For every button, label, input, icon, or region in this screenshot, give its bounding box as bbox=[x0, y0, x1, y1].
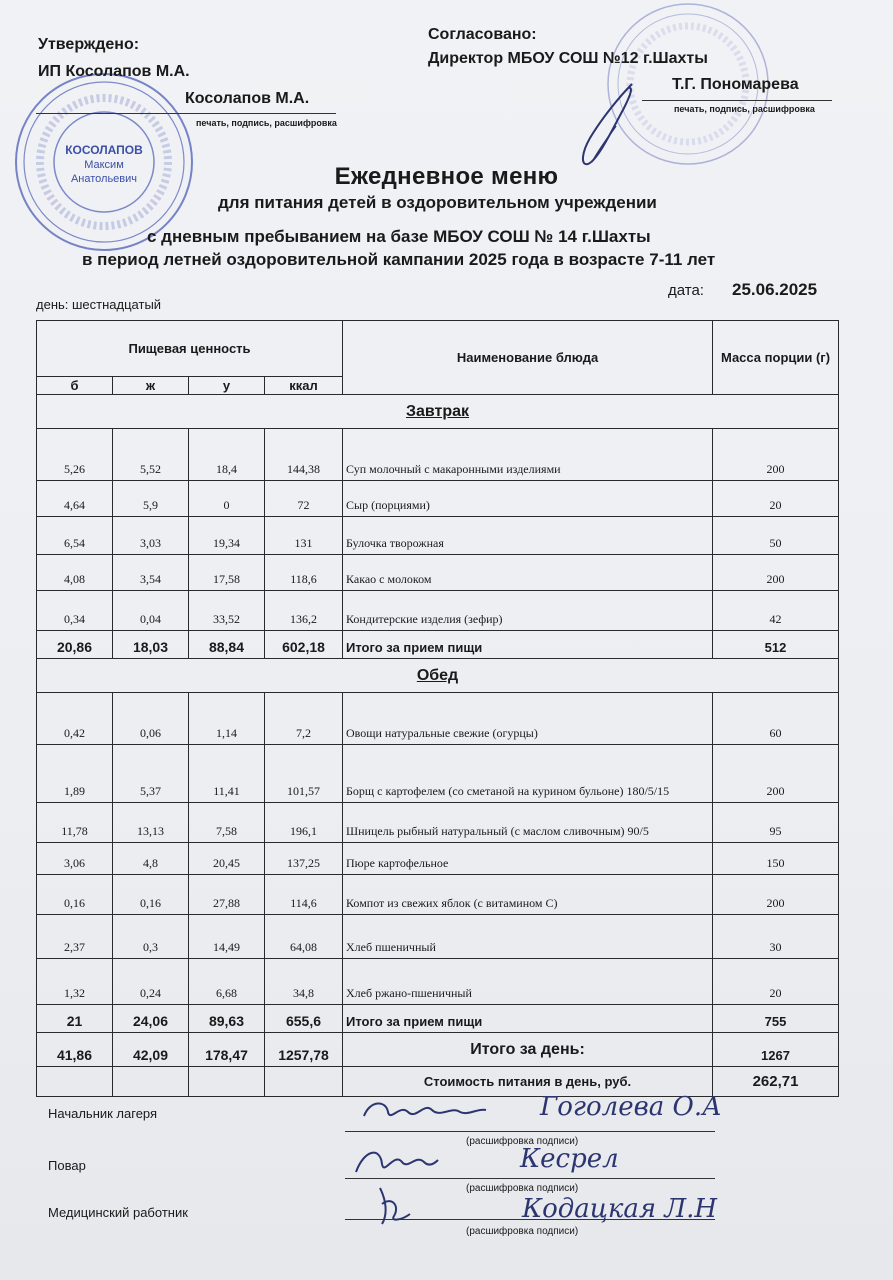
cell-zh: 24,06 bbox=[113, 1005, 189, 1033]
cell-zh: 0,06 bbox=[113, 693, 189, 745]
table-row bbox=[37, 875, 839, 915]
approved-signature-line bbox=[36, 113, 336, 114]
agreed-label: Согласовано: bbox=[428, 26, 537, 43]
cell-u: 11,41 bbox=[189, 745, 265, 803]
cell-empty bbox=[189, 1067, 265, 1097]
signature-scribble-camp-head bbox=[360, 1094, 490, 1134]
cell-dish: Кондитерские изделия (зефир) bbox=[343, 591, 713, 631]
cell-kcal: 72 bbox=[265, 481, 343, 517]
cell-zh: 0,04 bbox=[113, 591, 189, 631]
table-row bbox=[37, 429, 839, 481]
header-col-zh: ж bbox=[113, 377, 189, 395]
cell-u: 0 bbox=[189, 481, 265, 517]
agreed-name: Т.Г. Пономарева bbox=[672, 76, 799, 93]
cell-b: 2,37 bbox=[37, 915, 113, 959]
cell-kcal: 137,25 bbox=[265, 843, 343, 875]
cell-zh: 4,8 bbox=[113, 843, 189, 875]
cell-zh: 3,54 bbox=[113, 555, 189, 591]
table-row bbox=[37, 803, 839, 843]
signature-line bbox=[345, 1131, 715, 1132]
subtitle-line-3: в период летней оздоровительной кампании 2025 года в возрасте 7-11 лет bbox=[82, 250, 716, 269]
cell-u: 19,34 bbox=[189, 517, 265, 555]
cell-kcal: 602,18 bbox=[265, 631, 343, 659]
total-row-breakfast bbox=[37, 631, 839, 659]
cell-kcal: 136,2 bbox=[265, 591, 343, 631]
cell-zh: 42,09 bbox=[113, 1033, 189, 1067]
page-title: Ежедневное меню bbox=[334, 163, 559, 190]
cell-b: 1,32 bbox=[37, 959, 113, 1005]
menu-table bbox=[36, 320, 839, 1097]
signature-text-cook: Кесрел bbox=[520, 1144, 619, 1174]
cell-u: 7,58 bbox=[189, 803, 265, 843]
cell-kcal: 64,08 bbox=[265, 915, 343, 959]
cell-zh: 5,37 bbox=[113, 745, 189, 803]
cell-mass: 50 bbox=[713, 517, 839, 555]
cell-dish: Овощи натуральные свежие (огурцы) bbox=[343, 693, 713, 745]
cell-mass: 30 bbox=[713, 915, 839, 959]
approved-caption: печать, подпись, расшифровка bbox=[196, 118, 337, 128]
cell-zh: 0,24 bbox=[113, 959, 189, 1005]
date-value: 25.06.2025 bbox=[732, 280, 818, 299]
header-col-u: у bbox=[189, 377, 265, 395]
cell-mass: 95 bbox=[713, 803, 839, 843]
table-row bbox=[37, 915, 839, 959]
cell-u: 6,68 bbox=[189, 959, 265, 1005]
signature-text-camp-head: Гоголева О.А bbox=[540, 1092, 722, 1122]
signature-mark bbox=[350, 1142, 440, 1182]
cell-zh: 13,13 bbox=[113, 803, 189, 843]
header-nutrition: Пищевая ценность bbox=[37, 321, 343, 377]
signature-scribble-medic bbox=[370, 1184, 420, 1233]
cell-kcal: 101,57 bbox=[265, 745, 343, 803]
cell-zh: 0,3 bbox=[113, 915, 189, 959]
cell-b: 4,08 bbox=[37, 555, 113, 591]
cell-dish: Хлеб ржано-пшеничный bbox=[343, 959, 713, 1005]
cell-kcal: 131 bbox=[265, 517, 343, 555]
cell-mass: 755 bbox=[713, 1005, 839, 1033]
cell-b: 20,86 bbox=[37, 631, 113, 659]
approved-name: Косолапов М.А. bbox=[185, 90, 310, 107]
subtitle-line-2: с дневным пребыванием на базе МБОУ СОШ № 14 г.Шахты bbox=[147, 227, 651, 246]
stamp-name-line-2: Максим bbox=[84, 159, 124, 171]
total-label: Итого за прием пищи bbox=[343, 1005, 713, 1033]
agreed-caption: печать, подпись, расшифровка bbox=[674, 104, 815, 114]
cell-b: 0,16 bbox=[37, 875, 113, 915]
cell-mass: 200 bbox=[713, 745, 839, 803]
cell-u: 20,45 bbox=[189, 843, 265, 875]
header-mass: Масса порции (г) bbox=[713, 321, 839, 395]
cell-u: 1,14 bbox=[189, 693, 265, 745]
signature-line bbox=[345, 1219, 715, 1220]
table-row bbox=[37, 959, 839, 1005]
table-row bbox=[37, 745, 839, 803]
cell-u: 27,88 bbox=[189, 875, 265, 915]
signature-role-camp-head: Начальник лагеря bbox=[48, 1106, 158, 1121]
cell-b: 6,54 bbox=[37, 517, 113, 555]
day-label: день: шестнадцатый bbox=[36, 297, 162, 312]
signature-mark bbox=[360, 1094, 490, 1128]
cell-b: 5,26 bbox=[37, 429, 113, 481]
cell-dish: Какао с молоком bbox=[343, 555, 713, 591]
cell-mass: 200 bbox=[713, 429, 839, 481]
header-col-kcal: ккал bbox=[265, 377, 343, 395]
cell-b: 21 bbox=[37, 1005, 113, 1033]
cell-dish: Компот из свежих яблок (с витамином С) bbox=[343, 875, 713, 915]
agreed-signature-line bbox=[642, 100, 832, 101]
cell-mass: 20 bbox=[713, 959, 839, 1005]
agreed-position: Директор МБОУ СОШ №12 г.Шахты bbox=[428, 50, 708, 67]
cell-b: 3,06 bbox=[37, 843, 113, 875]
cell-kcal: 34,8 bbox=[265, 959, 343, 1005]
table-row bbox=[37, 693, 839, 745]
cell-b: 0,42 bbox=[37, 693, 113, 745]
cell-dish: Шницель рыбный натуральный (с маслом сливочным) 90/5 bbox=[343, 803, 713, 843]
cell-mass: 42 bbox=[713, 591, 839, 631]
table-row bbox=[37, 555, 839, 591]
cell-b: 11,78 bbox=[37, 803, 113, 843]
cell-kcal: 118,6 bbox=[265, 555, 343, 591]
cost-value: 262,71 bbox=[713, 1067, 839, 1097]
approved-org: ИП Косолапов М.А. bbox=[38, 63, 190, 80]
cell-mass: 200 bbox=[713, 875, 839, 915]
subtitle-line-1: для питания детей в оздоровительном учреждении bbox=[218, 193, 657, 212]
cell-u: 17,58 bbox=[189, 555, 265, 591]
cell-dish: Сыр (порциями) bbox=[343, 481, 713, 517]
signature-line bbox=[345, 1178, 715, 1179]
cost-label: Стоимость питания в день, руб. bbox=[343, 1067, 713, 1097]
signature-caption: (расшифровка подписи) bbox=[466, 1136, 579, 1147]
cell-b: 41,86 bbox=[37, 1033, 113, 1067]
cell-dish: Хлеб пшеничный bbox=[343, 915, 713, 959]
cell-kcal: 114,6 bbox=[265, 875, 343, 915]
day-total-row bbox=[37, 1033, 839, 1067]
date-label: дата: bbox=[668, 282, 704, 299]
cell-zh: 5,52 bbox=[113, 429, 189, 481]
signature-caption: (расшифровка подписи) bbox=[466, 1226, 579, 1237]
day-total-label: Итого за день: bbox=[343, 1033, 713, 1067]
table-row bbox=[37, 517, 839, 555]
total-label: Итого за прием пищи bbox=[343, 631, 713, 659]
cell-u: 18,4 bbox=[189, 429, 265, 481]
cell-b: 1,89 bbox=[37, 745, 113, 803]
stamp-name-line-3: Анатольевич bbox=[70, 173, 138, 185]
cell-b: 4,64 bbox=[37, 481, 113, 517]
cell-u: 33,52 bbox=[189, 591, 265, 631]
cell-u: 89,63 bbox=[189, 1005, 265, 1033]
cell-kcal: 1257,78 bbox=[265, 1033, 343, 1067]
signature-scribble-cook bbox=[350, 1142, 440, 1187]
section-title: Завтрак bbox=[37, 395, 839, 429]
cell-mass: 512 bbox=[713, 631, 839, 659]
section-row-breakfast bbox=[37, 395, 839, 429]
section-row-lunch bbox=[37, 659, 839, 693]
cell-mass: 60 bbox=[713, 693, 839, 745]
cell-zh: 3,03 bbox=[113, 517, 189, 555]
header-dish: Наименование блюда bbox=[343, 321, 713, 395]
cell-mass: 20 bbox=[713, 481, 839, 517]
cell-empty bbox=[37, 1067, 113, 1097]
total-row-lunch bbox=[37, 1005, 839, 1033]
cell-kcal: 144,38 bbox=[265, 429, 343, 481]
cell-kcal: 7,2 bbox=[265, 693, 343, 745]
signature-mark bbox=[370, 1184, 420, 1228]
cell-dish: Булочка творожная bbox=[343, 517, 713, 555]
cell-kcal: 196,1 bbox=[265, 803, 343, 843]
cell-zh: 5,9 bbox=[113, 481, 189, 517]
table-header-row bbox=[37, 321, 839, 377]
signature-text-medic: Кодацкая Л.Н bbox=[522, 1194, 718, 1224]
cell-dish: Пюре картофельное bbox=[343, 843, 713, 875]
signature-role-cook: Повар bbox=[48, 1158, 86, 1173]
header-col-b: б bbox=[37, 377, 113, 395]
cell-u: 88,84 bbox=[189, 631, 265, 659]
signature-role-medic: Медицинский работник bbox=[48, 1205, 188, 1220]
cell-mass: 150 bbox=[713, 843, 839, 875]
cell-u: 178,47 bbox=[189, 1033, 265, 1067]
cell-b: 0,34 bbox=[37, 591, 113, 631]
cell-zh: 0,16 bbox=[113, 875, 189, 915]
section-title: Обед bbox=[37, 659, 839, 693]
cell-empty bbox=[265, 1067, 343, 1097]
table-row bbox=[37, 843, 839, 875]
cell-dish: Борщ с картофелем (со сметаной на курином бульоне) 180/5/15 bbox=[343, 745, 713, 803]
cell-kcal: 655,6 bbox=[265, 1005, 343, 1033]
cell-zh: 18,03 bbox=[113, 631, 189, 659]
stamp-name-line-1: КОСОЛАПОВ bbox=[65, 143, 143, 157]
cell-mass: 200 bbox=[713, 555, 839, 591]
signature-caption: (расшифровка подписи) bbox=[466, 1183, 579, 1194]
cell-empty bbox=[113, 1067, 189, 1097]
table-row bbox=[37, 591, 839, 631]
approved-label: Утверждено: bbox=[38, 36, 140, 53]
cell-mass: 1267 bbox=[713, 1033, 839, 1067]
cell-u: 14,49 bbox=[189, 915, 265, 959]
cell-dish: Суп молочный с макаронными изделиями bbox=[343, 429, 713, 481]
table-row bbox=[37, 481, 839, 517]
